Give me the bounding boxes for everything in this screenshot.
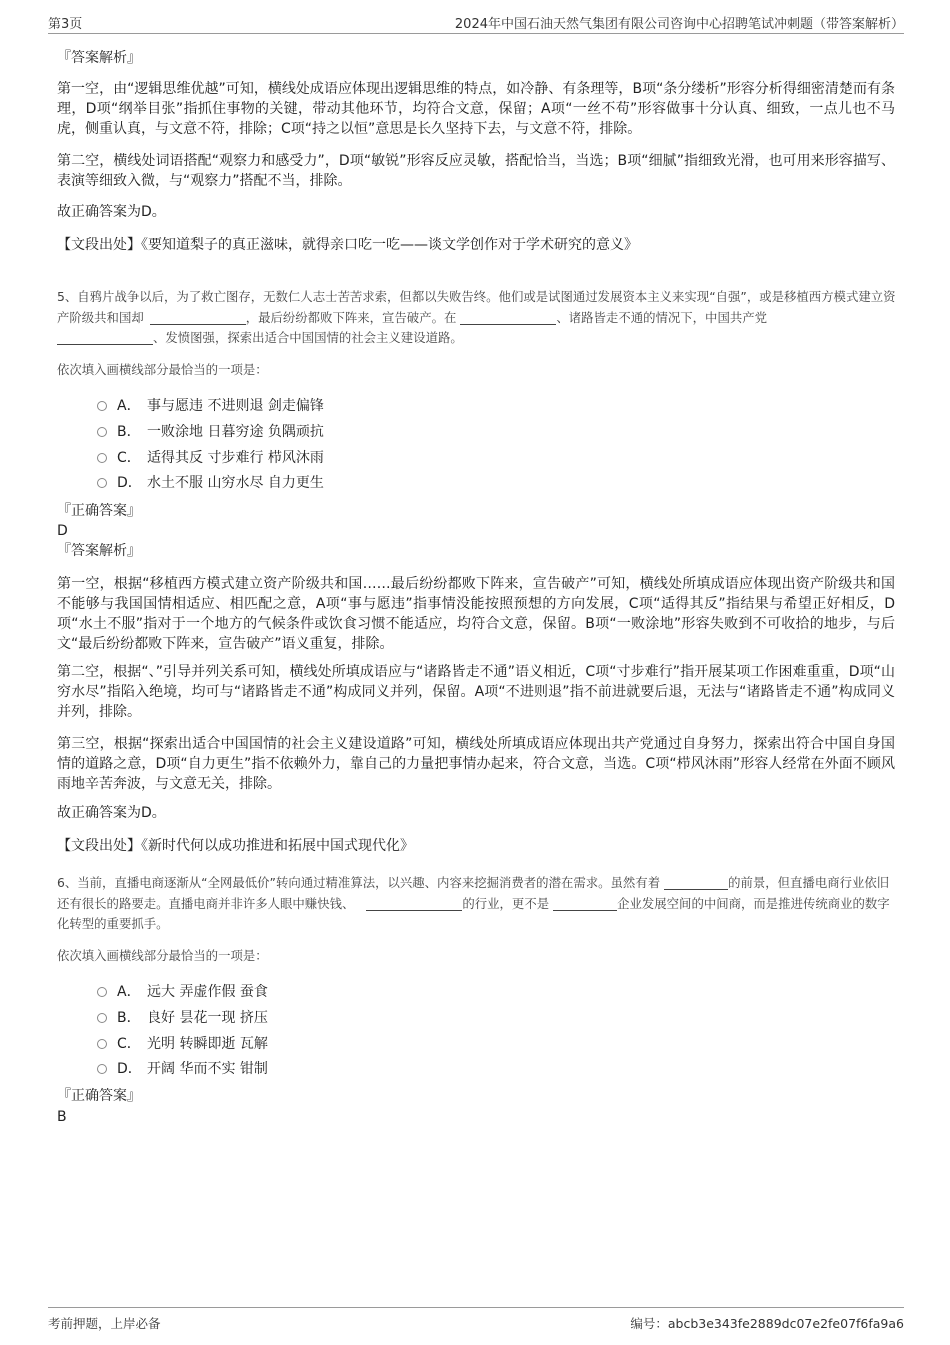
- q5-conclusion: 故正确答案为D。: [57, 805, 166, 821]
- q5-blank-2: [460, 310, 556, 325]
- q5-blank-1: [150, 310, 246, 325]
- q6-answer-label: 『正确答案』: [57, 1088, 141, 1104]
- option-text: 远大 弄虚作假 蚕食: [147, 984, 268, 1000]
- q5-option-a[interactable]: [97, 395, 324, 417]
- radio-icon[interactable]: [97, 987, 107, 997]
- q5-analysis-paragraph-1: 第一空，根据“移植西方模式建立资产阶级共和国……最后纷纷都败下阵来，宣告破产”可知，横线处所填成语应体现出资产阶级共和国不能够与我国国情相适应、相匹配之意，A项“事与愿违”指事情没能按照预想的方向发展，C项“适得其反”指结果与希望正好相反，D项“水土不服”指对于一个地方的气候条件或饮食习惯不能适应，均符合文意，保留。B项“一败涂地”形容失败到不可收拾的地步，与后文“最后纷纷都败下阵来，宣告破产”语义重复，排除。: [57, 576, 895, 652]
- q5-source: 【文段出处】《新时代何以成功推进和拓展中国式现代化》: [57, 838, 414, 854]
- option-text: 水土不服 山穷水尽 自力更生: [147, 475, 324, 491]
- option-text: 开阔 华而不实 钳制: [147, 1061, 268, 1077]
- page-number: 第3页: [48, 17, 83, 32]
- q5-stem-part: 、发愤图强，探索出适合中国国情的社会主义建设道路。: [153, 330, 463, 345]
- option-text: 良好 昙花一现 挤压: [147, 1010, 268, 1026]
- option-letter: A．: [117, 984, 141, 1000]
- q5-analysis-paragraph-2: 第二空，根据“、”引导并列关系可知，横线处所填成语应与“诸路皆走不通”语义相近，C项“寸步难行”指开展某项工作困难重重，D项“山穷水尽”指陷入绝境，均可与“诸路皆走不通”构成同义并列，保留。A项“不进则退”指不前进就要后退，无法与“诸路皆走不通”构成同义并列，排除。: [57, 664, 895, 720]
- q4-conclusion: 故正确答案为D。: [57, 204, 166, 220]
- q4-analysis-paragraph-2: 第二空，横线处词语搭配“观察力和感受力”，D项“敏锐”形容反应灵敏，搭配恰当，当选；B项“细腻”指细致光滑，也可用来形容描写、表演等细致入微，与“观察力”搭配不当，排除。: [57, 153, 895, 189]
- q5-option-c[interactable]: [97, 447, 324, 469]
- q4-analysis-label: 『答案解析』: [57, 50, 141, 66]
- option-letter: D．: [117, 475, 142, 491]
- option-text: 适得其反 寸步难行 栉风沐雨: [147, 450, 324, 466]
- radio-icon[interactable]: [97, 401, 107, 411]
- option-letter: A．: [117, 398, 141, 414]
- q5-prompt: 依次填入画横线部分最恰当的一项是：: [57, 362, 268, 377]
- option-text: 事与愿违 不进则退 剑走偏锋: [147, 398, 324, 414]
- q5-option-d[interactable]: [97, 472, 324, 494]
- footer-slogan: 考前押题，上岸必备: [48, 1316, 161, 1331]
- option-letter: B．: [117, 1010, 141, 1026]
- option-text: 一败涂地 日暮穷途 负隅顽抗: [147, 424, 324, 440]
- document-code: 编号：abcb3e343fe2889dc07e2fe07f6fa9a6: [630, 1316, 904, 1331]
- document-title: 2024年中国石油天然气集团有限公司咨询中心招聘笔试冲刺题（带答案解析）: [454, 17, 904, 32]
- q5-analysis-paragraph-3: 第三空，根据“探索出适合中国国情的社会主义建设道路”可知，横线处所填成语应体现出共产党通过自身努力，探索出符合中国自身国情的道路之意，D项“自力更生”指不依赖外力，靠自己的力量把事情办起来，符合文意，当选。C项“栉风沐雨”形容人经常在外面不顾风雨地辛苦奔波，与文意无关，排除。: [57, 736, 895, 792]
- q6-stem-part: 的行业，更不是: [462, 895, 550, 911]
- radio-icon[interactable]: [97, 478, 107, 488]
- page-header: [48, 13, 904, 34]
- radio-icon[interactable]: [97, 1039, 107, 1049]
- radio-icon[interactable]: [97, 1013, 107, 1023]
- q5-blank-3: [57, 330, 153, 345]
- q6-blank-1: [664, 875, 728, 890]
- option-letter: C．: [117, 1036, 141, 1052]
- q5-analysis-label: 『答案解析』: [57, 543, 141, 559]
- q5-stem-part: ，最后纷纷都败下阵来，宣告破产。在: [245, 309, 457, 325]
- q5-answer: D: [57, 523, 68, 539]
- q5-stem: [57, 287, 897, 349]
- option-text: 光明 转瞬即逝 瓦解: [147, 1036, 268, 1052]
- q5-stem-part: 、诸路皆走不通的情况下，中国共产党: [556, 309, 768, 325]
- q6-blank-2: [366, 896, 462, 911]
- q6-answer: B: [57, 1109, 67, 1125]
- q5-answer-label: 『正确答案』: [57, 503, 141, 519]
- q6-option-d[interactable]: [97, 1058, 268, 1080]
- option-letter: C．: [117, 450, 141, 466]
- q5-option-b[interactable]: [97, 421, 324, 443]
- q4-analysis-paragraph-1: 第一空，由“逻辑思维优越”可知，横线处成语应体现出逻辑思维的特点，如冷静、有条理等，B项“条分缕析”形容分析得细密清楚而有条理，D项“纲举目张”指抓住事物的关键，带动其他环节，均符合文意，保留；A项“一丝不苟”形容做事十分认真、细致，一点儿也不马虎，侧重认真，与文意不符，排除；C项“持之以恒”意思是长久坚持下去，与文意不符，排除。: [57, 81, 895, 137]
- q6-option-b[interactable]: [97, 1007, 268, 1029]
- q4-source: 【文段出处】《要知道梨子的真正滋味，就得亲口吃一吃——谈文学创作对于学术研究的意义》: [57, 237, 638, 253]
- q6-stem: [57, 873, 897, 935]
- radio-icon[interactable]: [97, 427, 107, 437]
- option-letter: D．: [117, 1061, 142, 1077]
- radio-icon[interactable]: [97, 453, 107, 463]
- q6-stem-part: 的前景，但直播电商行业依旧还有很长的路要走。直播电商并非许多人眼中赚快钱、: [57, 875, 890, 911]
- q6-option-c[interactable]: [97, 1033, 268, 1055]
- q6-stem-part: 企业发展空间的中间商，而是推进传统商业的数字化转型的重要抓手。: [57, 895, 890, 931]
- q6-option-a[interactable]: [97, 981, 268, 1003]
- page-footer: [48, 1307, 904, 1330]
- q6-stem-part: 6、当前，直播电商逐渐从“全网最低价”转向通过精准算法，以兴趣、内容来挖掘消费者的潜在需求。虽然有着: [57, 875, 661, 890]
- radio-icon[interactable]: [97, 1064, 107, 1074]
- q6-blank-3: [553, 896, 617, 911]
- q5-stem-part: 5、自鸦片战争以后，为了救亡图存，无数仁人志士苦苦求索，但都以失败告终。他们或是试图通过发展资本主义来实现“自强”，或是移植西方模式建立资产阶级共和国却: [57, 289, 896, 325]
- q6-prompt: 依次填入画横线部分最恰当的一项是：: [57, 948, 268, 963]
- option-letter: B．: [117, 424, 141, 440]
